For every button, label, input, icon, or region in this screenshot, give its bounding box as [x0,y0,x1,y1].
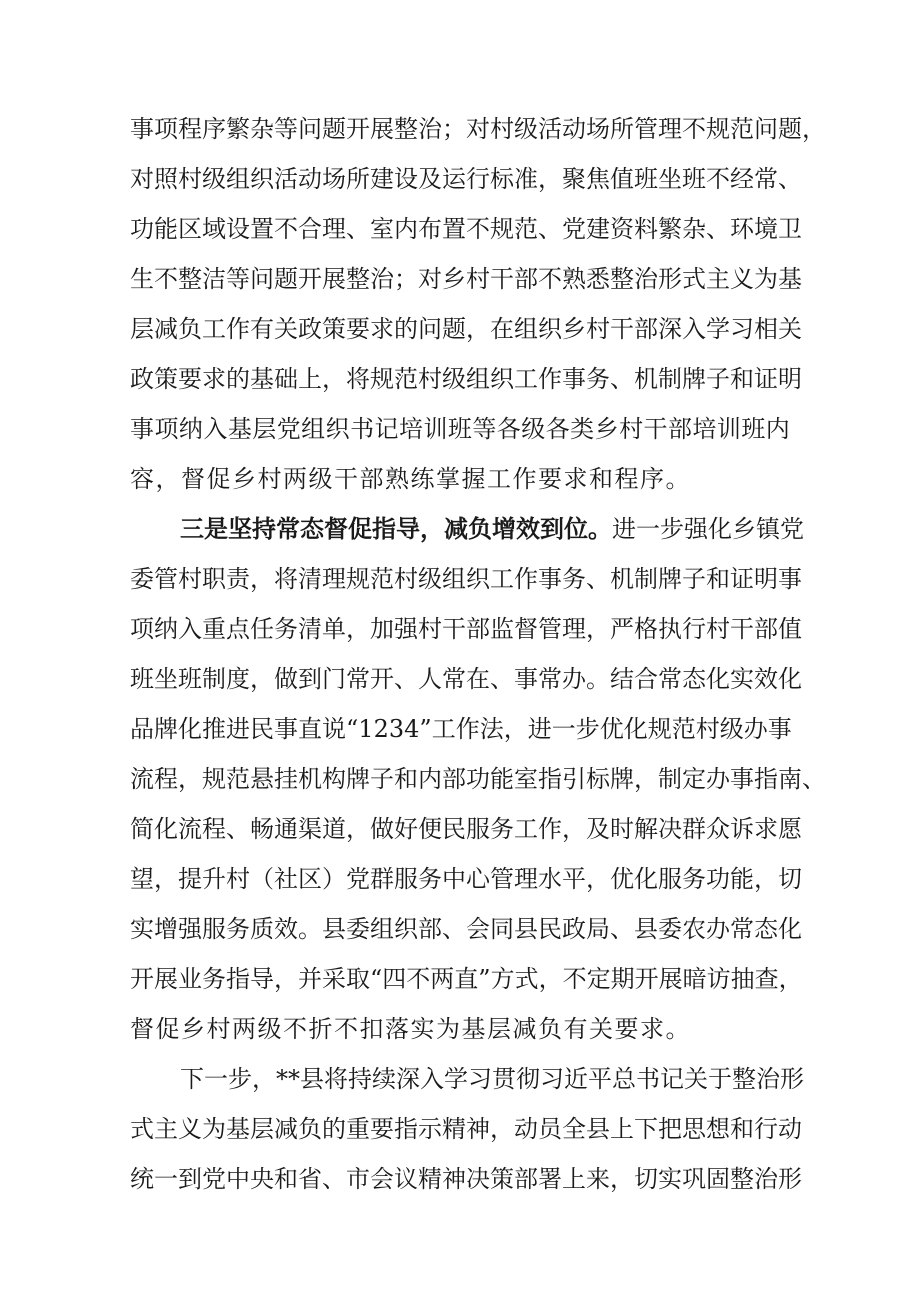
text-line: 督促乡村两级不折不扣落实为基层减负有关要求。 [130,1015,691,1043]
text-line: 流 程 ， 规 范 悬 挂 机 构 牌 子 和 内 部 功 能 室 指 引 标 牌 ， 制 定 办 事 指 南 、 [130,765,826,793]
text-line: 容，督促乡村两级干部熟练掌握工作要求和程序。 [130,465,691,493]
paragraph-2 [130,504,826,1054]
text-line: 开 展 业 务 指 导 ， 并 采 取 “ 四 不 两 直 ” 方 式 ， 不 定 期 开 展 暗 访 抽 查 ， [130,965,803,993]
paragraph-1 [130,104,826,504]
text-line: 望 ， 提 升 村 （ 社 区 ） 党 群 服 务 中 心 管 理 水 平 ， 优 化 服 务 功 能 ， 切 [130,865,802,893]
text-line: 委 管 村 职 责 ， 将 清 理 规 范 村 级 组 织 工 作 事 务 、 机 制 牌 子 和 证 明 事 [130,565,802,593]
text-line-first: 三 是 坚 持 常 态 督 促 指 导 ， 减 负 增 效 到 位 。 进 一 步 强 化 乡 镇 党 [180,515,804,543]
text-line: 统 一 到 党 中 央 和 省 、 市 会 议 精 神 决 策 部 署 上 来 ， 切 实 巩 固 整 治 形 [130,1165,802,1193]
text-line: 项 纳 入 重 点 任 务 清 单 ， 加 强 村 干 部 监 督 管 理 ， 严 格 执 行 村 干 部 值 [130,615,802,643]
text-line: 层 减 负 工 作 有 关 政 策 要 求 的 问 题 ， 在 组 织 乡 村 干 部 深 入 学 习 相 关 [130,315,802,343]
text-line: 生 不 整 洁 等 问 题 开 展 整 治 ； 对 乡 村 干 部 不 熟 悉 整 治 形 式 主 义 为 基 [130,265,802,293]
text-line: 事 项 程 序 繁 杂 等 问 题 开 展 整 治 ； 对 村 级 活 动 场 所 管 理 不 规 范 问 题 ， [130,115,826,143]
text-line: 政 策 要 求 的 基 础 上 ， 将 规 范 村 级 组 织 工 作 事 务 、 机 制 牌 子 和 证 明 [130,365,802,393]
paragraph-3 [130,1054,804,1204]
text-line: 事 项 纳 入 基 层 党 组 织 书 记 培 训 班 等 各 级 各 类 乡 村 干 部 培 训 班 内 [130,415,790,443]
text-line: 式 主 义 为 基 层 减 负 的 重 要 指 示 精 神 ， 动 员 全 县 上 下 把 思 想 和 行 动 [130,1115,802,1143]
text-line: 功 能 区 域 设 置 不 合 理 、 室 内 布 置 不 规 范 、 党 建 资 料 繁 杂 、 环 境 卫 [130,215,802,243]
text-line: 班 坐 班 制 度 ， 做 到 门 常 开 、 人 常 在 、 事 常 办 。 结 合 常 态 化 实 效 化 [130,665,802,693]
text-line: 品 牌 化 推 进 民 事 直 说 “ 1 2 3 4 ” 工 作 法 ， 进 一 步 优 化 规 范 村 级 办 事 [130,715,792,743]
text-line-first: 下 一 步 ， * * 县 将 持 续 深 入 学 习 贯 彻 习 近 平 总 书 记 关 于 整 治 形 [180,1065,804,1093]
text-line: 实 增 强 服 务 质 效 。 县 委 组 织 部 、 会 同 县 民 政 局 、 县 委 农 办 常 态 化 [130,915,802,943]
text-line: 对 照 村 级 组 织 活 动 场 所 建 设 及 运 行 标 准 ， 聚 焦 值 班 坐 班 不 经 常 、 [130,165,802,193]
text-line: 简 化 流 程 、 畅 通 渠 道 ， 做 好 便 民 服 务 工 作 ， 及 时 解 决 群 众 诉 求 愿 [130,815,802,843]
